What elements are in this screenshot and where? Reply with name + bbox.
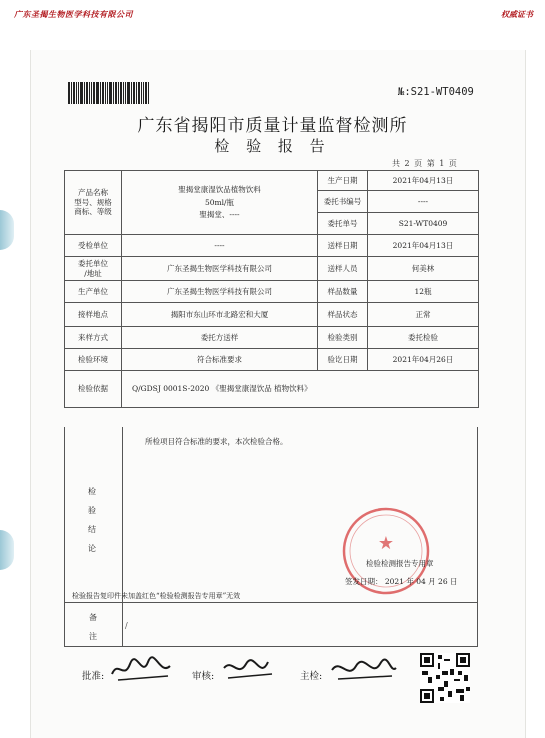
binder-hole-bottom bbox=[0, 530, 14, 570]
institute-title: 广东省揭阳市质量计量监督检测所 bbox=[137, 116, 408, 136]
product-labels-cell: 产品名称 型号、规格 商标、等级 bbox=[65, 171, 122, 235]
product-values-cell: 聖揭堂康湿饮品植物饮料 50ml/瓶 聖揭堂、---- bbox=[122, 171, 318, 235]
remarks-divider bbox=[122, 603, 123, 646]
approve-signature bbox=[108, 654, 178, 684]
sample-method-label: 来样方式 bbox=[65, 327, 122, 349]
inspect-label: 主检: bbox=[300, 671, 323, 682]
commission-no-value: ---- bbox=[368, 191, 479, 213]
sampling-place-value: 揭阳市东山环市北路宏和大厦 bbox=[122, 303, 318, 327]
client-value: 广东圣揭生物医学科技有限公司 bbox=[122, 257, 318, 281]
environment-value: 符合标准要求 bbox=[122, 349, 318, 371]
seal-text: 检验检测报告专用章 bbox=[366, 559, 434, 568]
environment-label: 检验环境 bbox=[65, 349, 122, 371]
review-label: 审核: bbox=[192, 671, 215, 682]
remarks-value: / bbox=[125, 621, 128, 630]
order-no-value: S21-WT0409 bbox=[368, 213, 479, 235]
order-no-label: 委托单号 bbox=[318, 213, 368, 235]
sample-method-value: 委托方送样 bbox=[122, 327, 318, 349]
complete-date-label: 验讫日期 bbox=[318, 349, 368, 371]
top-strip bbox=[0, 0, 545, 26]
conclusion-label: 检 验 结 论 bbox=[88, 487, 96, 553]
conclusion-text: 所检项目符合标准的要求，本次检验合格。 bbox=[145, 437, 288, 446]
remarks-table bbox=[64, 602, 478, 647]
sender-label: 送样人员 bbox=[318, 257, 368, 281]
sample-state-value: 正常 bbox=[368, 303, 479, 327]
inspection-type-label: 检验类别 bbox=[318, 327, 368, 349]
send-date-label: 送样日期 bbox=[318, 235, 368, 257]
commission-no-label: 委托书编号 bbox=[318, 191, 368, 213]
manufacturer-label: 生产单位 bbox=[65, 281, 122, 303]
inspect-signature bbox=[328, 654, 400, 684]
production-date-value: 2021年04月13日 bbox=[368, 171, 479, 191]
report-title: 检 验 报 告 bbox=[214, 137, 331, 155]
complete-date-value: 2021年04月26日 bbox=[368, 349, 479, 371]
review-signature bbox=[220, 654, 280, 684]
inspected-unit-label: 受检单位 bbox=[65, 235, 122, 257]
info-table bbox=[64, 170, 479, 408]
sample-state-label: 样品状态 bbox=[318, 303, 368, 327]
basis-label: 检验依据 bbox=[65, 371, 122, 408]
report-number: №:S21-WT0409 bbox=[398, 86, 474, 98]
remarks-label: 备 注 bbox=[89, 613, 97, 641]
barcode bbox=[68, 82, 150, 104]
production-date-label: 生产日期 bbox=[318, 171, 368, 191]
qr-code bbox=[420, 653, 470, 703]
svg-text:★: ★ bbox=[377, 533, 395, 554]
conclusion-divider bbox=[122, 427, 123, 602]
inspection-type-value: 委托检验 bbox=[368, 327, 479, 349]
sender-value: 何美林 bbox=[368, 257, 479, 281]
sample-qty-label: 样品数量 bbox=[318, 281, 368, 303]
basis-value: Q/GDSJ 0001S-2020 《聖揭堂康湿饮品 植物饮料》 bbox=[122, 371, 479, 408]
copy-note: 检验报告复印件未加盖红色“检验检测报告专用章”无效 bbox=[72, 592, 241, 600]
send-date-value: 2021年04月13日 bbox=[368, 235, 479, 257]
approve-label: 批准: bbox=[82, 671, 105, 682]
sample-qty-value: 12瓶 bbox=[368, 281, 479, 303]
binder-hole-top bbox=[0, 210, 14, 250]
sign-date: 签发日期： 2021 年 04 月 26 日 bbox=[345, 577, 458, 586]
sampling-place-label: 接样地点 bbox=[65, 303, 122, 327]
page-info: 共 2 页 第 1 页 bbox=[392, 159, 457, 168]
manufacturer-value: 广东圣揭生物医学科技有限公司 bbox=[122, 281, 318, 303]
company-header: 广东圣揭生物医学科技有限公司 bbox=[14, 9, 133, 19]
certificate-tag: 权威证书 bbox=[501, 9, 533, 19]
client-label: 委托单位 /地址 bbox=[65, 257, 122, 281]
inspected-unit-value: ---- bbox=[122, 235, 318, 257]
